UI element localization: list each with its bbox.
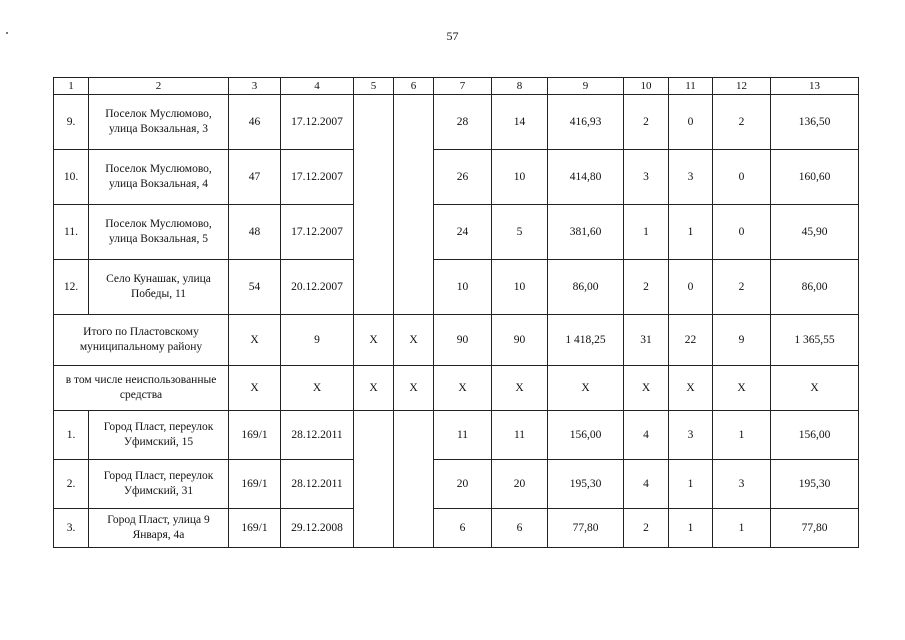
row-number: 9. xyxy=(54,95,89,150)
cell: 47 xyxy=(229,150,281,205)
address-line: Уфимский, 31 xyxy=(123,485,194,497)
unused-funds-row xyxy=(54,366,859,411)
column-header: 7 xyxy=(434,78,492,95)
cell: 26 xyxy=(434,150,492,205)
cell: 2 xyxy=(624,509,669,548)
cell: 10 xyxy=(492,260,548,315)
address-line: Уфимский, 15 xyxy=(123,436,194,448)
cell: 156,00 xyxy=(771,411,859,460)
cell: X xyxy=(229,315,281,366)
cell: 4 xyxy=(624,460,669,509)
cell: 0 xyxy=(669,95,713,150)
row-number: 1. xyxy=(54,411,89,460)
date-cell: 28.12.2011 xyxy=(281,460,354,509)
cell: 11 xyxy=(434,411,492,460)
address-cell xyxy=(89,150,229,205)
cell: 0 xyxy=(669,260,713,315)
cell: 2 xyxy=(713,95,771,150)
cell: X xyxy=(548,366,624,411)
cell: X xyxy=(229,366,281,411)
address-cell xyxy=(89,509,229,548)
cell: 1 xyxy=(713,411,771,460)
cell: 90 xyxy=(492,315,548,366)
merged-empty-cell xyxy=(394,95,434,315)
row-number: 11. xyxy=(54,205,89,260)
cell: 5 xyxy=(492,205,548,260)
date-cell: 17.12.2007 xyxy=(281,150,354,205)
address-cell xyxy=(89,411,229,460)
cell: 77,80 xyxy=(771,509,859,548)
cell: 22 xyxy=(669,315,713,366)
unused-label xyxy=(54,366,229,411)
unused-label-line: в том числе неиспользованные xyxy=(65,374,217,386)
cell: 3 xyxy=(713,460,771,509)
row-number: 10. xyxy=(54,150,89,205)
address-line: Поселок Муслюмово, xyxy=(105,218,212,230)
column-header: 10 xyxy=(624,78,669,95)
column-header: 5 xyxy=(354,78,394,95)
table-row xyxy=(54,260,859,315)
row-number: 2. xyxy=(54,460,89,509)
cell: X xyxy=(713,366,771,411)
address-line: улица Вокзальная, 5 xyxy=(109,233,208,245)
cell: 1 xyxy=(713,509,771,548)
cell: 1 xyxy=(669,460,713,509)
merged-empty-cell xyxy=(354,411,394,548)
cell: 381,60 xyxy=(548,205,624,260)
address-cell xyxy=(89,260,229,315)
column-header: 13 xyxy=(771,78,859,95)
cell: 136,50 xyxy=(771,95,859,150)
column-header: 9 xyxy=(548,78,624,95)
column-header: 2 xyxy=(89,78,229,95)
cell: X xyxy=(434,366,492,411)
cell: 4 xyxy=(624,411,669,460)
table-row xyxy=(54,95,859,150)
address-cell xyxy=(89,460,229,509)
cell: 90 xyxy=(434,315,492,366)
column-header: 1 xyxy=(54,78,89,95)
date-cell: 28.12.2011 xyxy=(281,411,354,460)
table-row xyxy=(54,460,859,509)
cell: 54 xyxy=(229,260,281,315)
cell: 3 xyxy=(624,150,669,205)
address-line: Село Кунашак, улица xyxy=(106,273,211,285)
row-number: 3. xyxy=(54,509,89,548)
address-line: Город Пласт, переулок xyxy=(103,421,214,433)
cell: 414,80 xyxy=(548,150,624,205)
date-cell: 17.12.2007 xyxy=(281,95,354,150)
cell: X xyxy=(492,366,548,411)
cell: 416,93 xyxy=(548,95,624,150)
table-row xyxy=(54,205,859,260)
date-cell: 20.12.2007 xyxy=(281,260,354,315)
address-line: Город Пласт, улица 9 xyxy=(107,514,210,526)
cell: 0 xyxy=(713,205,771,260)
merged-empty-cell xyxy=(394,411,434,548)
cell: 3 xyxy=(669,150,713,205)
cell: 24 xyxy=(434,205,492,260)
column-header: 12 xyxy=(713,78,771,95)
cell: 6 xyxy=(434,509,492,548)
cell: 1 xyxy=(669,205,713,260)
cell: X xyxy=(354,315,394,366)
table-row xyxy=(54,411,859,460)
address-line: Января, 4а xyxy=(132,529,185,541)
cell: 1 xyxy=(624,205,669,260)
cell: 10 xyxy=(492,150,548,205)
row-number: 12. xyxy=(54,260,89,315)
cell: 11 xyxy=(492,411,548,460)
cell: 195,30 xyxy=(548,460,624,509)
cell: 20 xyxy=(492,460,548,509)
cell: 0 xyxy=(713,150,771,205)
column-header: 11 xyxy=(669,78,713,95)
cell: 86,00 xyxy=(548,260,624,315)
cell: X xyxy=(394,315,434,366)
page-number: 57 xyxy=(446,29,459,43)
total-label xyxy=(54,315,229,366)
address-line: улица Вокзальная, 4 xyxy=(109,178,208,190)
cell: 14 xyxy=(492,95,548,150)
cell: X xyxy=(354,366,394,411)
date-cell: 17.12.2007 xyxy=(281,205,354,260)
cell: 31 xyxy=(624,315,669,366)
address-line: улица Вокзальная, 3 xyxy=(109,123,208,135)
cell: X xyxy=(771,366,859,411)
column-header: 8 xyxy=(492,78,548,95)
address-line: Поселок Муслюмово, xyxy=(105,163,212,175)
address-cell xyxy=(89,95,229,150)
table-row xyxy=(54,150,859,205)
data-table xyxy=(53,77,859,548)
cell: X xyxy=(624,366,669,411)
address-line: Победы, 11 xyxy=(130,288,187,300)
scan-speck xyxy=(6,32,8,34)
cell: 2 xyxy=(624,260,669,315)
cell: 28 xyxy=(434,95,492,150)
cell: 1 418,25 xyxy=(548,315,624,366)
cell: 9 xyxy=(713,315,771,366)
date-cell: 29.12.2008 xyxy=(281,509,354,548)
cell: 169/1 xyxy=(229,509,281,548)
cell: 20 xyxy=(434,460,492,509)
table-row xyxy=(54,509,859,548)
cell: X xyxy=(669,366,713,411)
cell: 169/1 xyxy=(229,460,281,509)
cell: X xyxy=(394,366,434,411)
header-row xyxy=(54,78,859,95)
address-line: Город Пласт, переулок xyxy=(103,470,214,482)
cell: 86,00 xyxy=(771,260,859,315)
cell: 169/1 xyxy=(229,411,281,460)
cell: 2 xyxy=(713,260,771,315)
address-cell xyxy=(89,205,229,260)
cell: 1 xyxy=(669,509,713,548)
cell: 156,00 xyxy=(548,411,624,460)
cell: 6 xyxy=(492,509,548,548)
cell: 160,60 xyxy=(771,150,859,205)
cell: 9 xyxy=(281,315,354,366)
cell: 10 xyxy=(434,260,492,315)
column-header: 6 xyxy=(394,78,434,95)
cell: X xyxy=(281,366,354,411)
cell: 77,80 xyxy=(548,509,624,548)
cell: 45,90 xyxy=(771,205,859,260)
total-label-line: муниципальному району xyxy=(79,341,203,353)
cell: 2 xyxy=(624,95,669,150)
total-row xyxy=(54,315,859,366)
cell: 48 xyxy=(229,205,281,260)
merged-empty-cell xyxy=(354,95,394,315)
address-line: Поселок Муслюмово, xyxy=(105,108,212,120)
total-label-line: Итого по Пластовскому xyxy=(83,326,199,338)
cell: 1 365,55 xyxy=(771,315,859,366)
column-header: 3 xyxy=(229,78,281,95)
cell: 3 xyxy=(669,411,713,460)
cell: 46 xyxy=(229,95,281,150)
column-header: 4 xyxy=(281,78,354,95)
cell: 195,30 xyxy=(771,460,859,509)
unused-label-line: средства xyxy=(119,389,163,401)
